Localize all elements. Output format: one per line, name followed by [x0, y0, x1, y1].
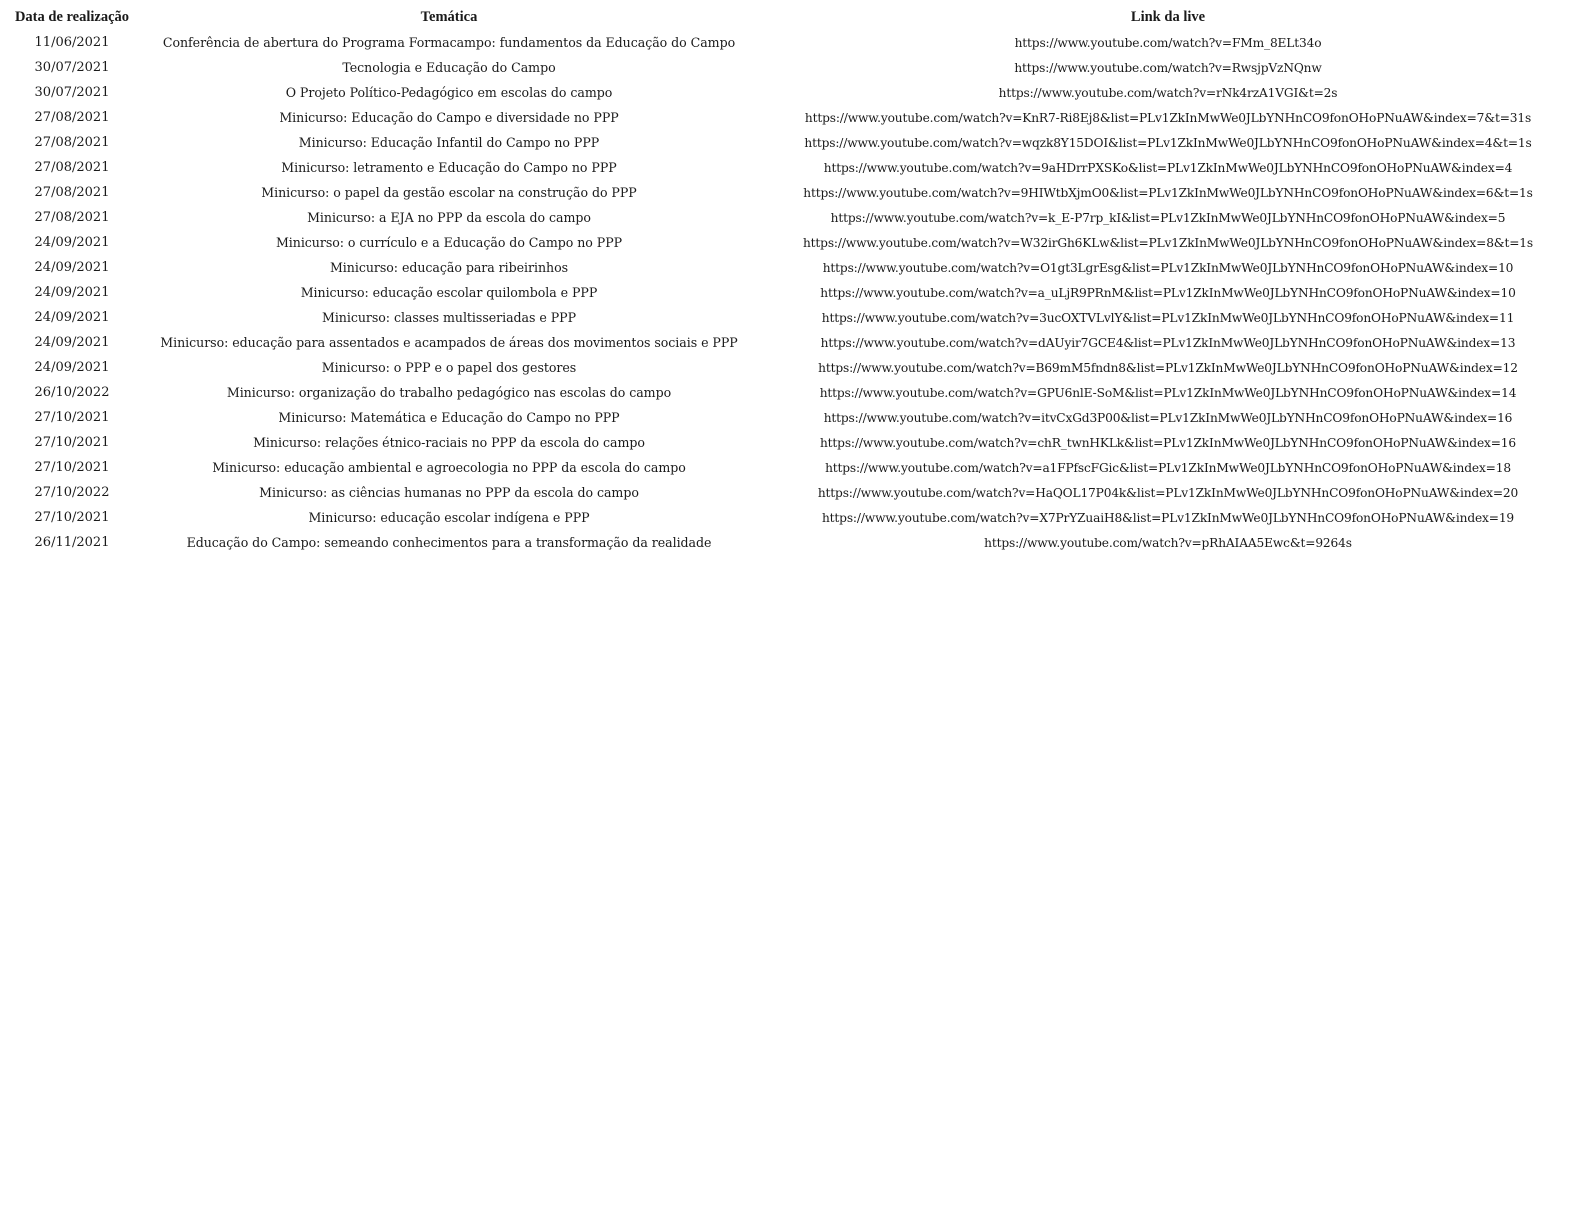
table-row — [3, 230, 1579, 255]
table-row — [3, 305, 1579, 330]
date-cell: 27/08/2021 — [34, 110, 110, 125]
tematica-cell: Minicurso: letramento e Educação do Campo no PPP — [281, 160, 617, 175]
link-cell: https://www.youtube.com/watch?v=a_uLjR9PRnM&list=PLv1ZkInMwWe0JLbYNHnCO9fonOHoPNuAW&index=10 — [820, 285, 1516, 300]
date-cell: 24/09/2021 — [34, 335, 110, 350]
link-cell: https://www.youtube.com/watch?v=O1gt3LgrEsg&list=PLv1ZkInMwWe0JLbYNHnCO9fonOHoPNuAW&index=10 — [822, 260, 1514, 275]
date-cell: 26/10/2022 — [34, 385, 110, 400]
date-cell: 11/06/2021 — [34, 35, 110, 50]
table-row — [3, 455, 1579, 480]
link-cell: https://www.youtube.com/watch?v=9HIWtbXjmO0&list=PLv1ZkInMwWe0JLbYNHnCO9fonOHoPNuAW&index=6&t=1s — [803, 185, 1533, 200]
date-cell: 24/09/2021 — [34, 260, 110, 275]
table-row — [3, 155, 1579, 180]
date-cell: 27/10/2021 — [34, 460, 110, 475]
link-cell: https://www.youtube.com/watch?v=FMm_8ELt34o — [1014, 35, 1322, 50]
table-row — [3, 355, 1579, 380]
link-cell: https://www.youtube.com/watch?v=HaQOL17P04k&list=PLv1ZkInMwWe0JLbYNHnCO9fonOHoPNuAW&index=20 — [817, 485, 1519, 500]
table-row — [3, 105, 1579, 130]
tematica-cell: Minicurso: Matemática e Educação do Campo no PPP — [278, 410, 620, 425]
tematica-cell: Minicurso: classes multisseriadas e PPP — [321, 310, 577, 325]
date-cell: 24/09/2021 — [34, 360, 110, 375]
tematica-cell: Minicurso: as ciências humanas no PPP da escola do campo — [259, 485, 639, 500]
tematica-cell: Minicurso: o papel da gestão escolar na construção do PPP — [261, 185, 637, 200]
link-cell: https://www.youtube.com/watch?v=rNk4rzA1VGI&t=2s — [998, 85, 1338, 100]
link-cell: https://www.youtube.com/watch?v=X7PrYZuaiH8&list=PLv1ZkInMwWe0JLbYNHnCO9fonOHoPNuAW&index=19 — [821, 510, 1515, 525]
link-cell: https://www.youtube.com/watch?v=W32irGh6KLw&list=PLv1ZkInMwWe0JLbYNHnCO9fonOHoPNuAW&index=8&t=1s — [802, 235, 1534, 250]
tematica-cell: Minicurso: educação escolar indígena e PPP — [308, 510, 590, 525]
date-cell: 27/10/2021 — [34, 510, 110, 525]
tematica-cell: Minicurso: a EJA no PPP da escola do campo — [307, 210, 591, 225]
table-row — [3, 280, 1579, 305]
date-cell: 24/09/2021 — [34, 235, 110, 250]
table-row — [3, 180, 1579, 205]
tematica-cell: Conferência de abertura do Programa Formacampo: fundamentos da Educação do Campo — [162, 35, 736, 50]
tematica-cell: Minicurso: o PPP e o papel dos gestores — [321, 360, 577, 375]
date-cell: 30/07/2021 — [34, 85, 110, 100]
link-cell: https://www.youtube.com/watch?v=3ucOXTVLvlY&list=PLv1ZkInMwWe0JLbYNHnCO9fonOHoPNuAW&index=11 — [821, 310, 1515, 325]
date-cell: 24/09/2021 — [34, 310, 110, 325]
date-cell: 27/10/2022 — [34, 485, 110, 500]
table-row — [3, 30, 1579, 55]
table-row — [3, 430, 1579, 455]
table-row — [3, 380, 1579, 405]
table-row — [3, 55, 1579, 80]
header-tematica: Temática — [420, 9, 478, 25]
header-date: Data de realização — [14, 9, 130, 25]
date-cell: 30/07/2021 — [34, 60, 110, 75]
link-cell: https://www.youtube.com/watch?v=GPU6nlE-SoM&list=PLv1ZkInMwWe0JLbYNHnCO9fonOHoPNuAW&index=14 — [819, 385, 1517, 400]
tematica-cell: Minicurso: o currículo e a Educação do Campo no PPP — [275, 235, 623, 250]
header-link: Link da live — [1130, 9, 1206, 25]
link-cell: https://www.youtube.com/watch?v=chR_twnHKLk&list=PLv1ZkInMwWe0JLbYNHnCO9fonOHoPNuAW&index=16 — [819, 435, 1517, 450]
link-cell: https://www.youtube.com/watch?v=dAUyir7GCE4&list=PLv1ZkInMwWe0JLbYNHnCO9fonOHoPNuAW&index=13 — [820, 335, 1516, 350]
tematica-cell: Minicurso: educação ambiental e agroecologia no PPP da escola do campo — [212, 460, 686, 475]
table-row — [3, 255, 1579, 280]
link-cell: https://www.youtube.com/watch?v=a1FPfscFGic&list=PLv1ZkInMwWe0JLbYNHnCO9fonOHoPNuAW&index=18 — [825, 460, 1511, 475]
tematica-cell: Tecnologia e Educação do Campo — [342, 60, 556, 75]
link-cell: https://www.youtube.com/watch?v=9aHDrrPXSKo&list=PLv1ZkInMwWe0JLbYNHnCO9fonOHoPNuAW&index=4 — [823, 160, 1513, 175]
link-cell: https://www.youtube.com/watch?v=itvCxGd3P00&list=PLv1ZkInMwWe0JLbYNHnCO9fonOHoPNuAW&index=16 — [823, 410, 1513, 425]
link-cell: https://www.youtube.com/watch?v=KnR7-Ri8Ej8&list=PLv1ZkInMwWe0JLbYNHnCO9fonOHoPNuAW&index=7&t=31s — [804, 110, 1532, 125]
date-cell: 27/08/2021 — [34, 210, 110, 225]
link-cell: https://www.youtube.com/watch?v=RwsjpVzNQnw — [1014, 60, 1322, 75]
date-cell: 27/08/2021 — [34, 160, 110, 175]
table-row — [3, 130, 1579, 155]
tematica-cell: Minicurso: Educação Infantil do Campo no PPP — [298, 135, 600, 150]
link-cell: https://www.youtube.com/watch?v=k_E-P7rp_kI&list=PLv1ZkInMwWe0JLbYNHnCO9fonOHoPNuAW&index=5 — [830, 210, 1506, 225]
table-row — [3, 480, 1579, 505]
table-row — [3, 530, 1579, 555]
link-cell: https://www.youtube.com/watch?v=wqzk8Y15DOI&list=PLv1ZkInMwWe0JLbYNHnCO9fonOHoPNuAW&index=4&t=1s — [804, 135, 1532, 150]
table-row — [3, 330, 1579, 355]
tematica-cell: Educação do Campo: semeando conhecimentos para a transformação da realidade — [186, 535, 712, 550]
date-cell: 27/08/2021 — [34, 185, 110, 200]
link-cell: https://www.youtube.com/watch?v=B69mM5fndn8&list=PLv1ZkInMwWe0JLbYNHnCO9fonOHoPNuAW&index=12 — [818, 360, 1518, 375]
link-cell: https://www.youtube.com/watch?v=pRhAIAA5Ewc&t=9264s — [984, 535, 1352, 550]
table-row — [3, 205, 1579, 230]
table-row — [3, 505, 1579, 530]
header-row — [3, 5, 1579, 30]
date-cell: 27/10/2021 — [34, 435, 110, 450]
tematica-cell: O Projeto Político-Pedagógico em escolas do campo — [285, 85, 613, 100]
date-cell: 27/08/2021 — [34, 135, 110, 150]
date-cell: 24/09/2021 — [34, 285, 110, 300]
lives-table — [3, 5, 1579, 555]
table-body — [3, 30, 1579, 555]
tematica-cell: Minicurso: educação escolar quilombola e PPP — [300, 285, 598, 300]
table-row — [3, 405, 1579, 430]
tematica-cell: Minicurso: relações étnico-raciais no PPP da escola do campo — [253, 435, 645, 450]
table-row — [3, 80, 1579, 105]
date-cell: 27/10/2021 — [34, 410, 110, 425]
tematica-cell: Minicurso: Educação do Campo e diversidade no PPP — [279, 110, 619, 125]
date-cell: 26/11/2021 — [34, 535, 110, 550]
tematica-cell: Minicurso: organização do trabalho pedagógico nas escolas do campo — [226, 385, 672, 400]
tematica-cell: Minicurso: educação para ribeirinhos — [329, 260, 569, 275]
tematica-cell: Minicurso: educação para assentados e acampados de áreas dos movimentos sociais e PPP — [160, 335, 738, 350]
